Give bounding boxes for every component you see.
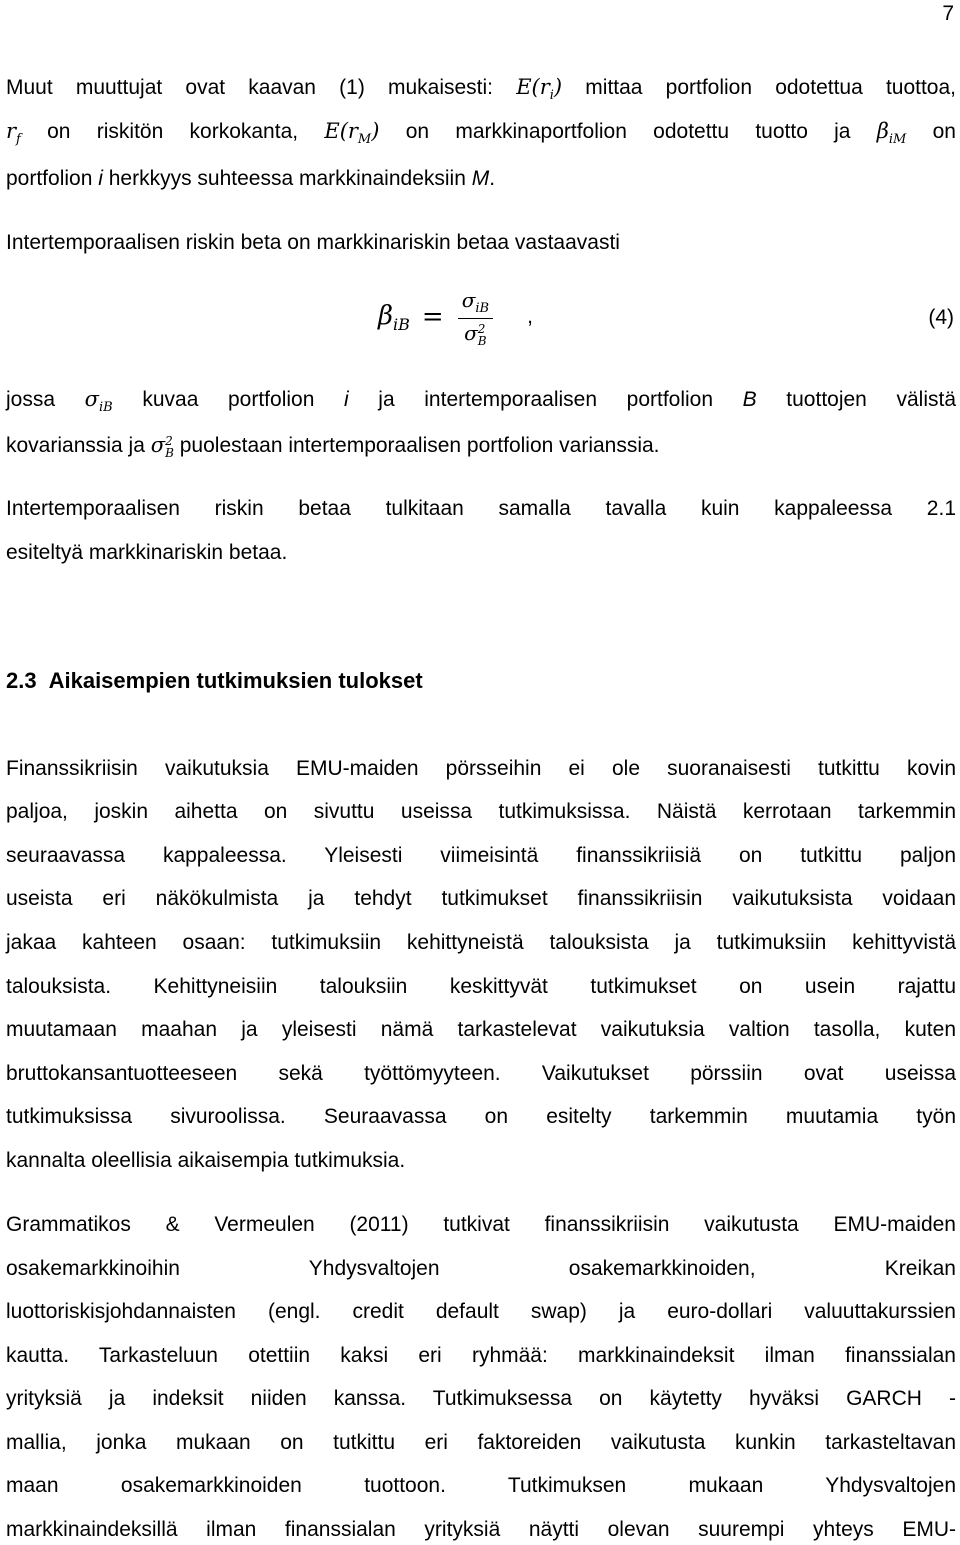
section-number: 2.3 [6,668,37,693]
math-sup: 2 [477,321,486,336]
eq-fraction [458,288,493,347]
math-text: E(r [516,75,550,99]
text-span: herkkyys suhteessa markkinaindeksiin [102,167,472,190]
math-market-return [324,119,380,148]
para1-line-1 [6,74,956,109]
para5-line: luottoriskisjohdannaisten (engl. credit default swap) ja euro-dollari valuuttakurssien [6,1300,956,1323]
math-text: β [378,300,394,331]
intro-line: Intertemporaalisen riskin beta on markkinariskin betaa vastaavasti [6,231,620,254]
math-sub: iB [99,400,113,416]
text-span: ja intertemporaalisen portfolion [348,388,743,411]
text-span: tuottojen välistä [756,388,956,411]
para4-line: jakaa kahteen osaan: tutkimuksiin kehittyneistä talouksista ja tutkimuksiin kehittyvistä [6,931,956,954]
italic-var: M [471,167,490,190]
section-title: Aikaisempien tutkimuksien tulokset [48,668,423,693]
para2-line-2 [6,432,956,459]
text-span: portfolion [6,167,99,190]
text-span: on riskitön korkokanta, [20,120,325,143]
math-text: σ [461,288,476,312]
eq-lhs [378,301,410,334]
para2-line-1 [6,386,956,421]
text-span: kuvaa portfolion [112,388,345,411]
math-text: σ [464,321,478,345]
text-span: on markkinaportfolion odotettu tuotto ja [379,120,877,143]
math-text: σ [150,433,166,457]
para5-line: osakemarkkinoihin Yhdysvaltojen osakemarkkinoiden, Kreikan [6,1257,956,1280]
math-beta-im [876,119,907,148]
eq-numerator [458,288,493,319]
para4-line: talouksista. Kehittyneisiin talouksiin keskittyvät tutkimukset on usein rajattu [6,975,956,998]
math-sub: iB [475,301,490,316]
math-sup: 2 [165,433,173,448]
para5-line: Grammatikos & Vermeulen (2011) tutkivat finanssikriisin vaikutusta EMU-maiden [6,1213,956,1236]
text-span: mittaa portfolion odotettua tuottoa, [562,76,957,99]
math-text: ) [553,75,563,99]
math-text: E(r [324,119,358,143]
para4-line: kannalta oleellisia aikaisempia tutkimuksia. [6,1149,406,1172]
text-span: puolestaan intertemporaalisen portfolion varianssia. [173,434,660,457]
para4-line: muutamaan maahan ja yleisesti nämä tarkastelevat vaikutuksia valtion tasolla, kuten [6,1018,956,1041]
para4-line: useista eri näkökulmista ja tehdyt tutkimukset finanssikriisin vaikutuksista voidaan [6,887,956,910]
para3-line-1: Intertemporaalisen riskin betaa tulkitaan samalla tavalla kuin kappaleessa 2.1 [6,497,956,520]
math-sub: f [16,132,21,148]
math-sigma-b2 [150,433,174,460]
text-span: on [906,120,956,143]
eq-comma: , [527,305,533,329]
math-supsub [165,435,174,459]
italic-var: i [344,388,349,411]
math-sub: i [549,88,554,104]
math-sub: B [477,333,487,348]
para4-line: tutkimuksissa sivuroolissa. Seuraavassa on esitelty tarkemmin muutamia työn [6,1105,956,1128]
math-supsub [478,323,487,347]
math-sigma-ib [84,387,113,416]
math-text: σ [84,387,99,411]
para1-line-3 [6,166,956,192]
para4-line: Finanssikriisin vaikutuksia EMU-maiden pörsseihin ei ole suoranaisesti tutkittu kovin [6,757,956,780]
equation-4 [378,288,533,347]
para4-line: paljoa, joskin aihetta on sivuttu useissa tutkimuksissa. Näistä kerrotaan tarkemmin [6,800,956,823]
text-span: kovarianssia ja [6,434,151,457]
math-sub: iB [393,314,410,334]
text-span: Muut muuttujat ovat kaavan (1) mukaisesti: [6,76,517,99]
math-sub: M [357,132,372,148]
section-heading [6,668,423,694]
italic-var: B [742,388,757,411]
math-risk-free-rate [6,119,21,148]
para5-line: markkinaindeksillä ilman finanssialan yrityksiä näytti olevan suurempi yhteys EMU- [6,1518,956,1541]
para5-line: kautta. Tarkasteluun otettiin kaksi eri ryhmää: markkinaindeksit ilman finanssialan [6,1344,956,1367]
italic-var: i [98,167,103,190]
para4-line: bruttokansantuotteeseen sekä työttömyyteen. Vaikutukset pörssiin ovat useissa [6,1062,956,1085]
para3-line-2: esiteltyä markkinariskin betaa. [6,541,288,564]
math-text: ) [371,119,380,143]
math-sub: B [165,445,174,460]
math-sub: iM [888,132,907,148]
eq-denominator [464,319,486,347]
para5-line: maan osakemarkkinoiden tuottoon. Tutkimuksen mukaan Yhdysvaltojen [6,1474,956,1497]
para1-line-2 [6,118,956,153]
equation-label: (4) [928,306,954,329]
math-text: β [876,119,889,143]
eq-equals: = [421,302,444,333]
page-number: 7 [942,2,954,25]
para5-line: yrityksiä ja indeksit niiden kanssa. Tutkimuksessa on käytetty hyväksi GARCH - [6,1387,956,1410]
text-span: . [489,167,496,190]
text-span: jossa [6,388,85,411]
para4-line: seuraavassa kappaleessa. Yleisesti viimeisintä finanssikriisiä on tutkittu paljon [6,844,956,867]
math-text: r [6,119,17,143]
para5-line: mallia, jonka mukaan on tutkittu eri faktoreiden vaikutusta kunkin tarkasteltavan [6,1431,956,1454]
math-expected-return [516,75,563,104]
